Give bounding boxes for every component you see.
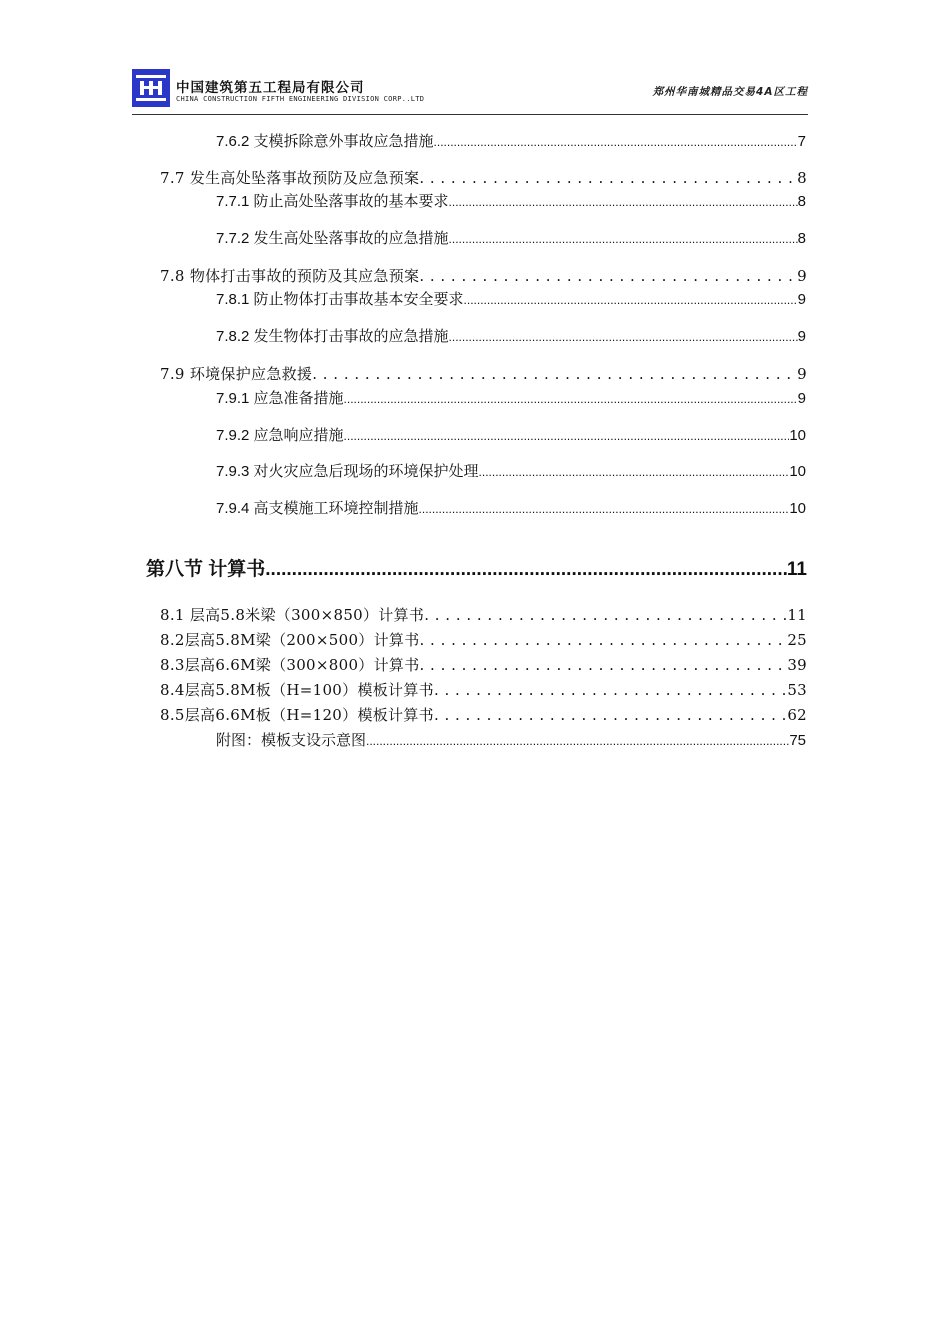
toc-entry[interactable]: 8.1 层高5.8米梁（300×850）计算书 . . . 11: [160, 604, 807, 625]
toc-entry[interactable]: 8.4层高5.8M板（H=100）模板计算书 . . . 53: [160, 679, 807, 700]
toc-entry[interactable]: 8.3层高6.6M梁（300×800）计算书 . . . 39: [160, 654, 807, 675]
company-name-cn: 中国建筑第五工程局有限公司: [176, 80, 365, 96]
toc-entry[interactable]: 附图：模板支设示意图 ..... 75: [216, 729, 806, 750]
toc-entry[interactable]: 7.9.1 应急准备措施 ..... 9: [216, 387, 806, 408]
toc-entry[interactable]: 7.8.1 防止物体打击事故基本安全要求 ..... 9: [216, 288, 806, 309]
page-header: [132, 68, 808, 115]
toc-entry[interactable]: 7.9.3 对火灾应急后现场的环境保护处理 ..... 10: [216, 460, 806, 481]
toc-entry[interactable]: 7.7.2 发生高处坠落事故的应急措施 ..... 8: [216, 227, 806, 248]
project-name: 郑州华南城精品交易4A区工程: [652, 86, 808, 98]
toc-entry[interactable]: 7.9 环境保护应急救援 . . . 9: [160, 363, 807, 384]
toc-entry[interactable]: 8.2层高5.8M梁（200×500）计算书 . . . 25: [160, 629, 807, 650]
toc-section-heading[interactable]: 第八节 计算书 ..... 11: [146, 554, 807, 581]
toc-entry[interactable]: 7.6.2 支模拆除意外事故应急措施 ..... 7: [216, 130, 806, 151]
company-logo: [132, 69, 170, 107]
toc-entry[interactable]: 7.8 物体打击事故的预防及其应急预案 . . . 9: [160, 265, 807, 286]
toc-entry[interactable]: 7.9.4 高支模施工环境控制措施 ..... 10: [216, 497, 806, 518]
toc-entry[interactable]: 7.7.1 防止高处坠落事故的基本要求 ..... 8: [216, 190, 806, 211]
toc-entry[interactable]: 8.5层高6.6M板（H=120）模板计算书 . . . 62: [160, 704, 807, 725]
toc-entry[interactable]: 7.7 发生高处坠落事故预防及应急预案 . . . 8: [160, 167, 807, 188]
toc-entry[interactable]: 7.9.2 应急响应措施 ..... 10: [216, 424, 806, 445]
toc-entry[interactable]: 7.8.2 发生物体打击事故的应急措施 ..... 9: [216, 325, 806, 346]
company-name-en: CHINA CONSTRUCTION FIFTH ENGINEERING DIVISION CORP..LTD: [176, 95, 425, 103]
